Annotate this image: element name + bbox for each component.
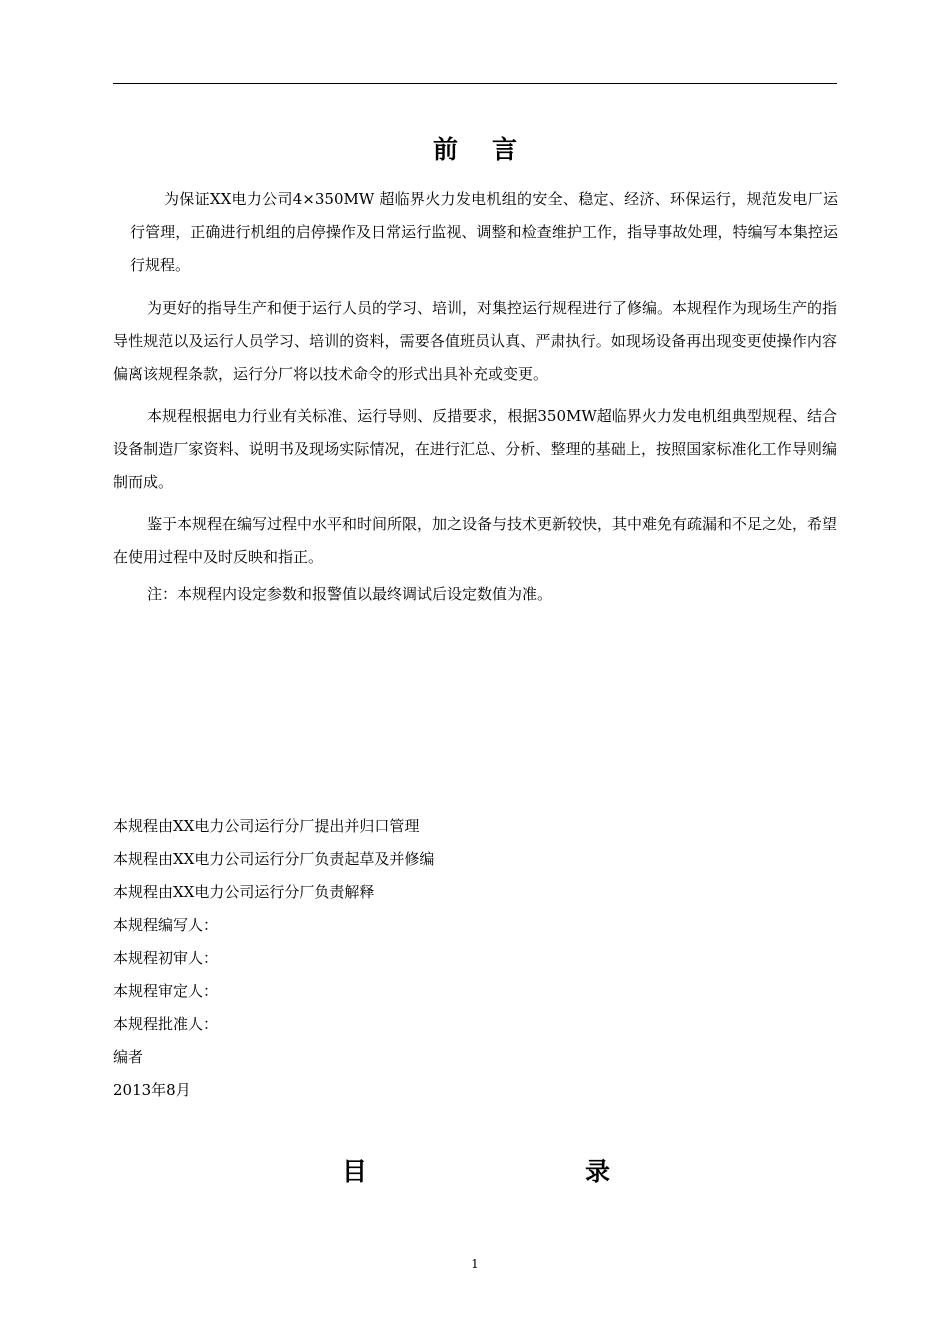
preface-note: 注：本规程内设定参数和报警值以最终调试后设定数值为准。 bbox=[147, 585, 553, 603]
header-rule bbox=[113, 83, 837, 84]
credit-date: 2013年8月 bbox=[113, 1081, 191, 1099]
preface-title: 前言 bbox=[432, 135, 551, 164]
credit-drafter: 本规程由XX电力公司运行分厂负责起草及并修编 bbox=[113, 850, 435, 868]
preface-paragraph-4: 鉴于本规程在编写过程中水平和时间所限，加之设备与技术更新较快，其中难免有疏漏和不足之处，希望在使用过程中及时反映和指正。 bbox=[113, 515, 838, 566]
toc-title-left: 目 bbox=[342, 1157, 368, 1186]
credit-approver: 本规程批准人： bbox=[113, 1015, 219, 1033]
credits-block bbox=[113, 810, 613, 1107]
credit-writer: 本规程编写人： bbox=[113, 916, 219, 934]
toc-title-right: 录 bbox=[585, 1157, 611, 1186]
credit-final-reviewer: 本规程审定人： bbox=[113, 982, 219, 1000]
credit-interpreter: 本规程由XX电力公司运行分厂负责解释 bbox=[113, 883, 375, 901]
page-number: 1 bbox=[471, 1257, 479, 1271]
preface-paragraph-1: 为保证XX电力公司4×350MW 超临界火力发电机组的安全、稳定、经济、环保运行，规范发电厂运行管理，正确进行机组的启停操作及日常运行监视、调整和检查维护工作，指导事故处理，特编写本集控运行规程。 bbox=[130, 190, 838, 274]
preface-paragraph-2: 为更好的指导生产和便于运行人员的学习、培训，对集控运行规程进行了修编。本规程作为现场生产的指导性规范以及运行人员学习、培训的资料，需要各值班员认真、严肃执行。如现场设备再出现变更使操作内容偏离该规程条款，运行分厂将以技术命令的形式出具补充或变更。 bbox=[113, 299, 838, 383]
credit-editor: 编者 bbox=[113, 1048, 144, 1066]
preface-paragraph-3: 本规程根据电力行业有关标准、运行导则、反措要求，根据350MW超临界火力发电机组典型规程、结合设备制造厂家资料、说明书及现场实际情况，在进行汇总、分析、整理的基础上，按照国家标准化工作导则编制而成。 bbox=[113, 407, 837, 491]
credit-proposer: 本规程由XX电力公司运行分厂提出并归口管理 bbox=[113, 817, 420, 835]
credit-initial-reviewer: 本规程初审人： bbox=[113, 949, 219, 967]
